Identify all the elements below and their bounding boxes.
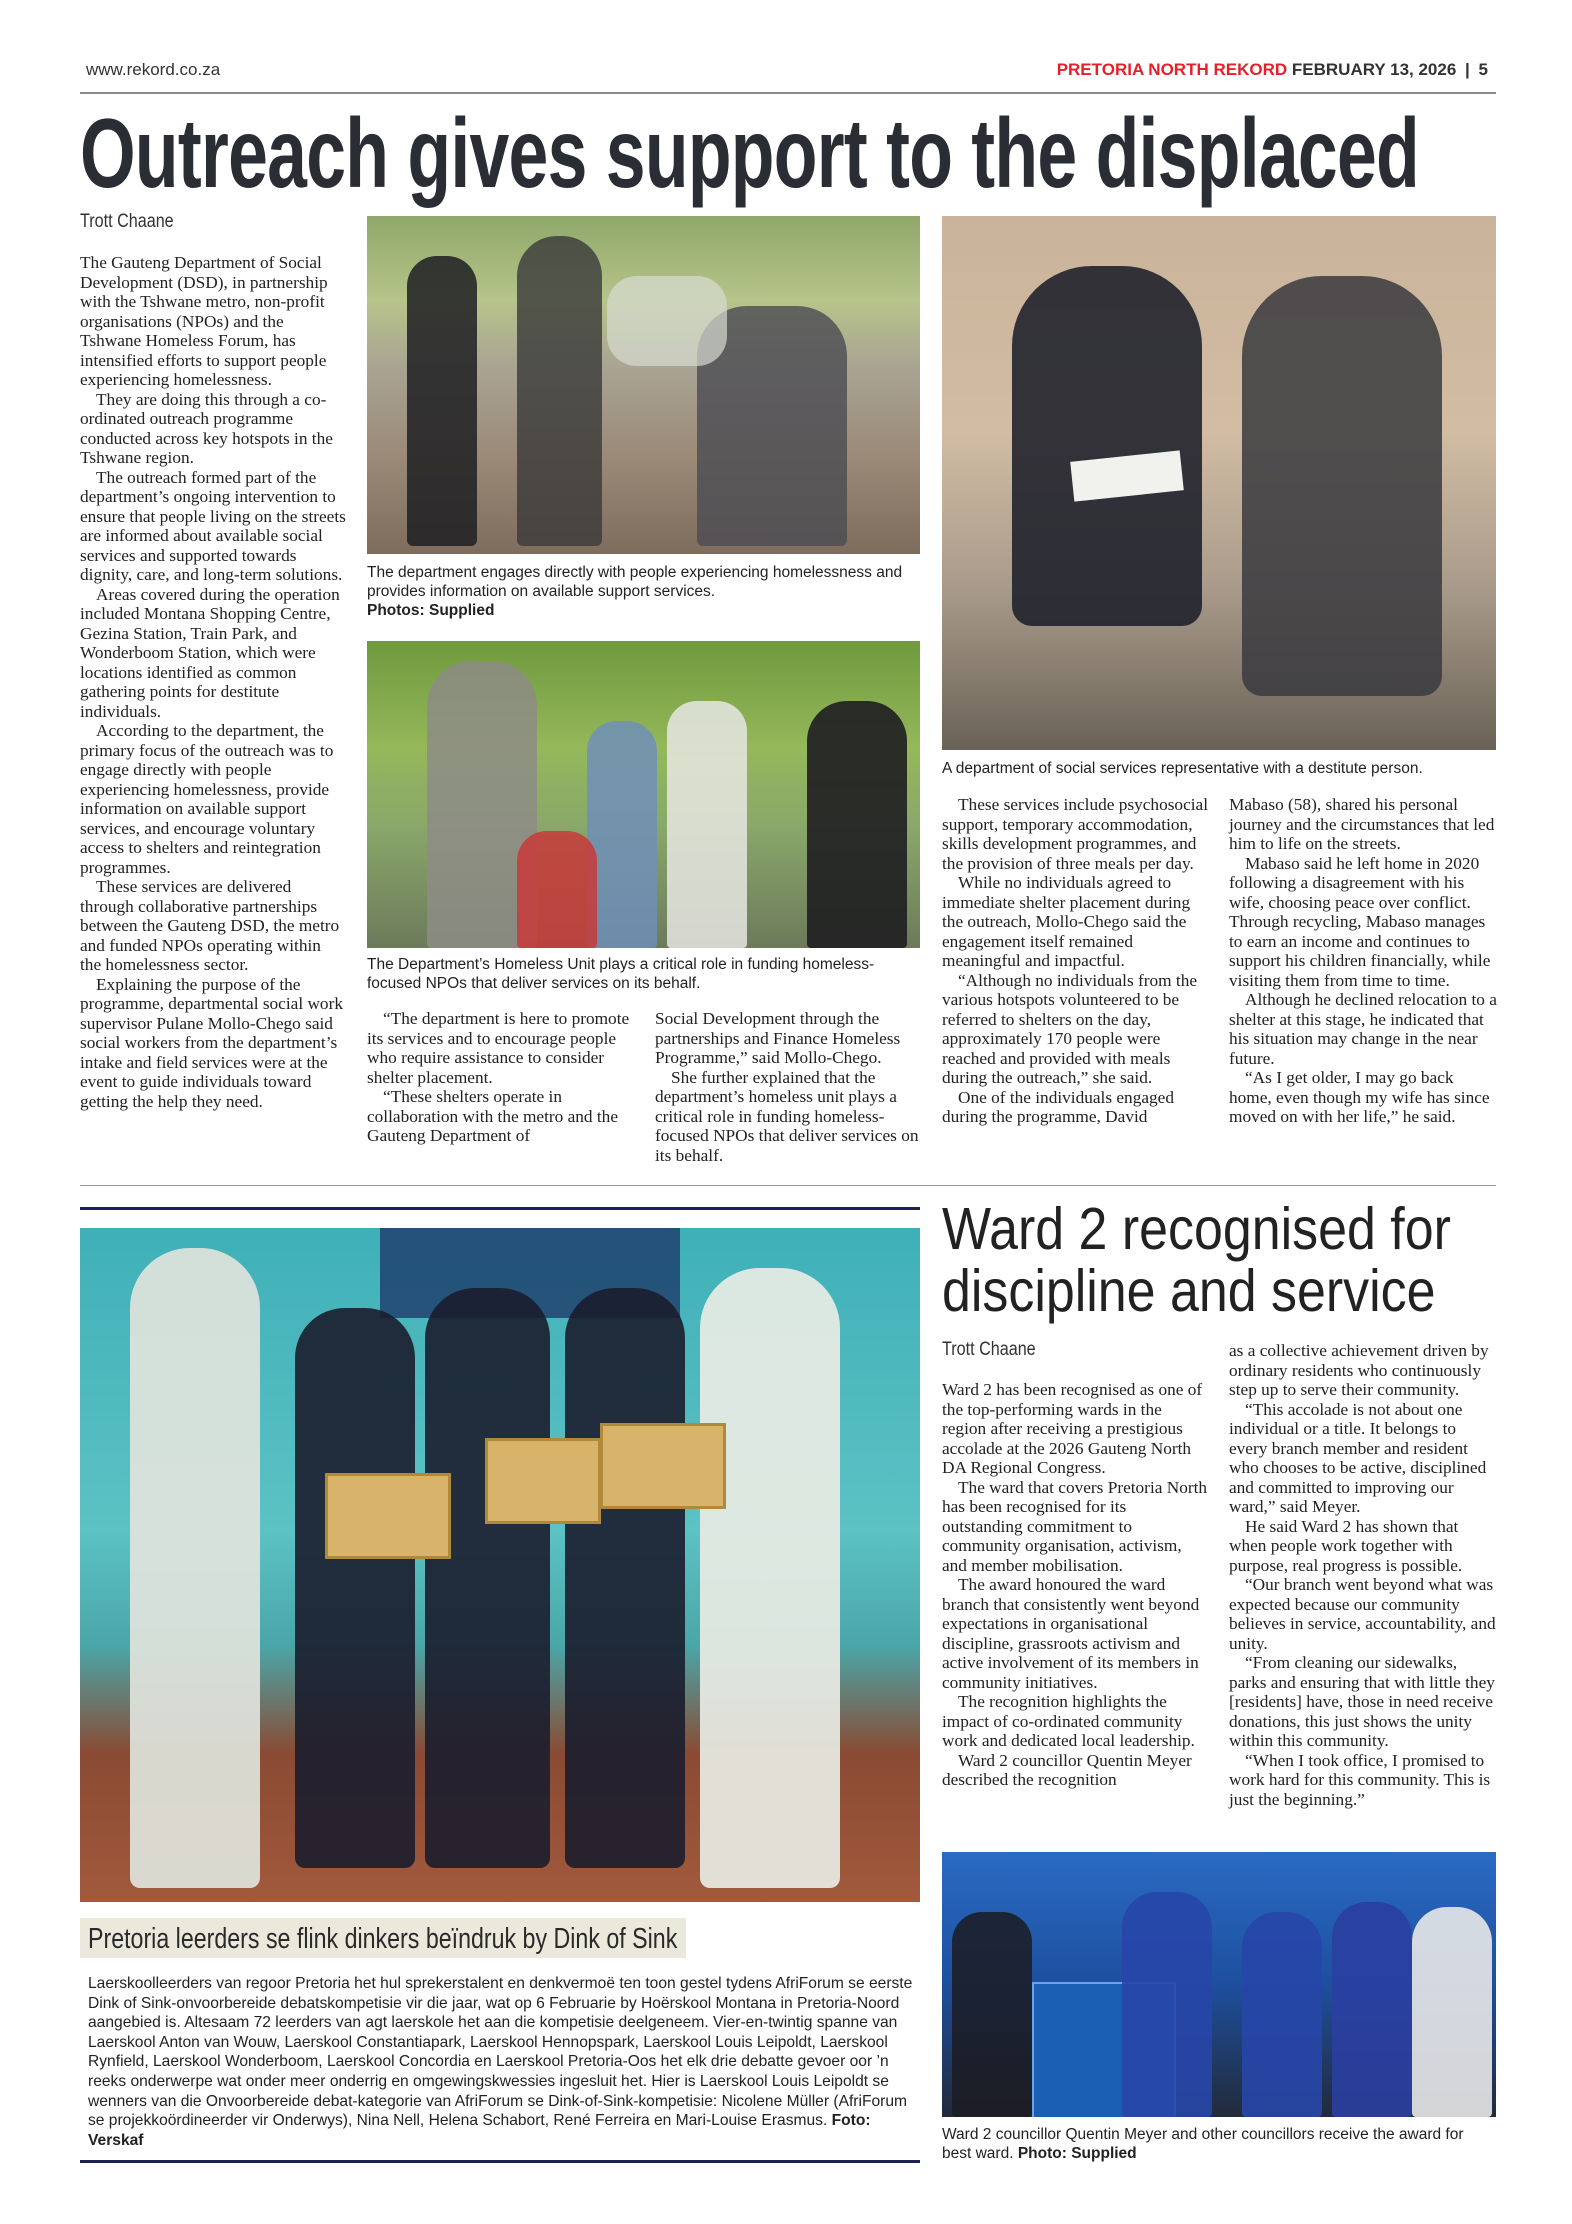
paragraph: Ward 2 has been recognised as one of the top-performing wards in the region after receiving a prestigious accolade at the 2026 Gauteng North DA Regional Congress.	[942, 1380, 1203, 1477]
photo3-caption: A department of social services representative with a destitute person.	[942, 760, 1423, 777]
ward-headline-line-2: discipline and service	[942, 1258, 1436, 1324]
paragraph: “The department is here to promote its services and to encourage people who require assistance to consider shelter placement.	[367, 1009, 630, 1087]
paragraph: “Although no individuals from the various hotspots volunteered to be referred to shelters on the day, approximately 170 people were reached and provided with meals during the outreach,” she said.	[942, 970, 1198, 1087]
ward-headline-line-1: Ward 2 recognised for	[942, 1196, 1451, 1262]
caption-text: Ward 2 councillor Quentin Meyer and other councillors receive the award for best ward.	[942, 2126, 1464, 2162]
publication-name: PRETORIA NORTH REKORD	[1056, 60, 1288, 79]
header-rule	[80, 92, 1496, 94]
paragraph: “When I took office, I promised to work hard for this community. This is just the beginning.”	[1229, 1750, 1491, 1809]
paragraph: Mabaso said he left home in 2020 following a disagreement with his wife, choosing peace over conflict. Through recycling, Mabaso manages to earn an income and continues to support his children financially, while visiting them from time to time.	[1229, 853, 1491, 990]
photo1-caption	[367, 563, 920, 620]
photo-credit: Photos: Supplied	[367, 602, 495, 619]
photo-certificate	[325, 1473, 451, 1559]
photo-credit: Foto: Verskaf	[88, 2112, 871, 2149]
paragraph: as a collective achievement driven by ordinary residents who continuously step up to serve their community.	[1229, 1341, 1489, 1399]
main-headline: Outreach gives support to the displaced	[80, 98, 1420, 208]
photo-figure	[1012, 266, 1202, 626]
paragraph: The outreach formed part of the department’s ongoing intervention to ensure that people living on the streets are informed about available social services and supported towards dignity, care, and long-term solutions.	[80, 467, 346, 584]
paragraph: Areas covered during the operation included Montana Shopping Centre, Gezina Station, Train Park, and Wonderboom Station, which were locations identified as common gathering points for destitute individuals.	[80, 584, 340, 721]
dink-article-body	[88, 1974, 918, 2150]
separator: |	[1465, 60, 1470, 79]
photo-figure	[517, 236, 602, 546]
website-url[interactable]: www.rekord.co.za	[86, 60, 221, 79]
photo-figure	[587, 721, 657, 948]
photo-credit: Photo: Supplied	[1017, 2145, 1137, 2162]
paragraph: They are doing this through a co-ordinated outreach programme conducted across key hotspots in the Tshwane region.	[80, 389, 333, 467]
paragraph: While no individuals agreed to immediate shelter placement during the outreach, Mollo-Chego said the engagement itself remained meaningful and impactful.	[942, 873, 1191, 970]
photo-bags	[607, 276, 727, 366]
paragraph: “Our branch went beyond what was expected because our community believes in service, accountability, and unity.	[1229, 1575, 1496, 1653]
section-divider	[80, 1185, 1496, 1186]
story-bottom-rule	[80, 2160, 920, 2163]
paragraph: Ward 2 councillor Quentin Meyer described the recognition	[942, 1750, 1192, 1789]
photo-figure	[425, 1288, 550, 1868]
photo-figure	[517, 831, 597, 948]
paragraph: The Gauteng Department of Social Development (DSD), in partnership with the Tshwane metro, non-profit organisations (NPOs) and the Tshwane Homeless Forum, has intensified efforts to support people experiencing homelessness.	[80, 253, 328, 389]
main-article-column-1	[80, 253, 346, 1111]
photo-certificate	[485, 1438, 601, 1524]
main-article-column-4	[942, 795, 1208, 1127]
photo-figure	[952, 1912, 1032, 2117]
main-article-column-3	[655, 1009, 921, 1165]
dink-headline: Pretoria leerders se flink dinkers beïndruk by Dink of Sink	[88, 1923, 678, 1955]
main-byline: Trott Chaane	[80, 211, 174, 232]
paragraph: “These shelters operate in collaboration with the metro and the Gauteng Department of	[367, 1087, 618, 1145]
photo2-caption: The Department’s Homeless Unit plays a critical role in funding homeless-focused NPOs that deliver services on its behalf.	[367, 956, 875, 992]
main-article-column-2	[367, 1009, 641, 1146]
photo-ward-award	[942, 1852, 1496, 2117]
ward-article-column-1	[942, 1380, 1210, 1790]
photo-figure	[807, 701, 907, 948]
paragraph: Mabaso (58), shared his personal journey and the circumstances that led him to life on the streets.	[1229, 795, 1495, 853]
paragraph: According to the department, the primary focus of the outreach was to engage directly with people experiencing homelessness, provide information on available support services, and encourage voluntary access to shelters and reintegration programmes.	[80, 721, 334, 877]
paragraph: “From cleaning our sidewalks, parks and ensuring that with little they [residents] have, those in need receive donations, this just shows the unity within this community.	[1229, 1653, 1495, 1750]
paragraph: Although he declined relocation to a shelter at this stage, he indicated that his situation may change in the near future.	[1229, 990, 1497, 1068]
paragraph: “This accolade is not about one individual or a title. It belongs to every branch member and resident who chooses to be active, disciplined and committed to improving our ward,” said Meyer.	[1229, 1399, 1487, 1516]
photo-representative-with-person	[942, 216, 1496, 750]
paragraph: “As I get older, I may go back home, even though my wife has since moved on with her life,” he said.	[1229, 1068, 1490, 1126]
paragraph: Explaining the purpose of the programme, departmental social work supervisor Pulane Mollo-Chego said social workers from the department’s intake and field services were at the event to guide individuals toward getting the help they need.	[80, 974, 343, 1111]
photo-figure	[1412, 1907, 1492, 2117]
story-top-rule	[80, 1207, 920, 1210]
photo-figure	[407, 256, 477, 546]
photo-figure	[130, 1248, 260, 1888]
paragraph: The award honoured the ward branch that consistently went beyond expectations in organisational discipline, grassroots activism and active involvement of its members in community initiatives.	[942, 1575, 1200, 1692]
photo-figure	[295, 1308, 415, 1868]
caption-text: The department engages directly with people experiencing homelessness and provides information on available support services.	[367, 564, 903, 600]
ward-article-column-2	[1229, 1341, 1497, 1809]
paragraph: The recognition highlights the impact of co-ordinated community work and dedicated local leadership.	[942, 1692, 1195, 1750]
page-number: 5	[1478, 60, 1488, 79]
paragraph: These services are delivered through collaborative partnerships between the Gauteng DSD, the metro and funded NPOs operating within the homelessness sector.	[80, 877, 340, 974]
photo-figure	[667, 701, 747, 948]
ward-byline: Trott Chaane	[942, 1339, 1036, 1360]
main-article-column-5	[1229, 795, 1497, 1127]
photo-figure	[700, 1268, 840, 1888]
paragraph: The ward that covers Pretoria North has been recognised for its outstanding commitment to community organisation, activism, and member mobilisation.	[942, 1477, 1208, 1575]
photo-figure	[1242, 1912, 1322, 2117]
photo-figure	[565, 1288, 685, 1868]
photo-certificate	[600, 1423, 726, 1509]
photo-figure	[1122, 1892, 1212, 2117]
paragraph: These services include psychosocial support, temporary accommodation, skills development programmes, and the provision of three meals per day.	[942, 795, 1209, 873]
ward-headline	[942, 1198, 1451, 1322]
paragraph: One of the individuals engaged during the programme, David	[942, 1087, 1174, 1126]
photo-debate-winners	[80, 1228, 920, 1902]
photo-homeless-unit	[367, 641, 920, 948]
paragraph: Social Development through the partnerships and Finance Homeless Programme,” said Mollo-Chego.	[655, 1009, 901, 1067]
dink-body-text: Laerskoolleerders van regoor Pretoria het hul sprekerstalent en denkvermoë ten toon gestel tydens AfriForum se eerste Dink of Sink-onvoorbereide debatskompetisie vir die jaar, wat op 6 Februarie by Hoërskool Montana in Pretoria-Noord aangebied is. Altesaam 72 leerders van agt laerskole het aan die kompetisie deelgeneem. Vier-en-twintig spanne van Laerskool Anton van Wouw, Laerskool Constantiapark, Laerskool Hennopspark, Laerskool Louis Leipoldt, Laerskool Rynfield, Laerskool Wonderboom, Laerskool Concordia en Laerskool Pretoria-Oos het elk drie debatte gevoer oor ’n reeks onderwerpe wat onder meer onderrig en omgewingskwessies ingesluit het. Hier is Laerskool Louis Leipoldt se wenners van die Onvoorbereide debat-kategorie van AfriForum se Dink-of-Sink-kompetisie: Nicolene Müller (AfriForum se projekkoördineerder vir Onderwys), Nina Nell, Helena Schabort, René Ferreira en Mari-Louise Erasmus.	[88, 1975, 913, 2130]
paragraph: She further explained that the department’s homeless unit plays a critical role in funding homeless-focused NPOs that deliver services on its behalf.	[655, 1067, 919, 1165]
photo-figure	[1332, 1902, 1412, 2117]
photo-outreach-engagement	[367, 216, 920, 554]
paragraph: He said Ward 2 has shown that when people work together with purpose, real progress is possible.	[1229, 1516, 1463, 1575]
issue-date: FEBRUARY 13, 2026	[1291, 60, 1457, 79]
ward-photo-caption	[942, 2125, 1496, 2163]
photo-figure	[1242, 276, 1442, 696]
masthead-info	[1057, 60, 1488, 80]
